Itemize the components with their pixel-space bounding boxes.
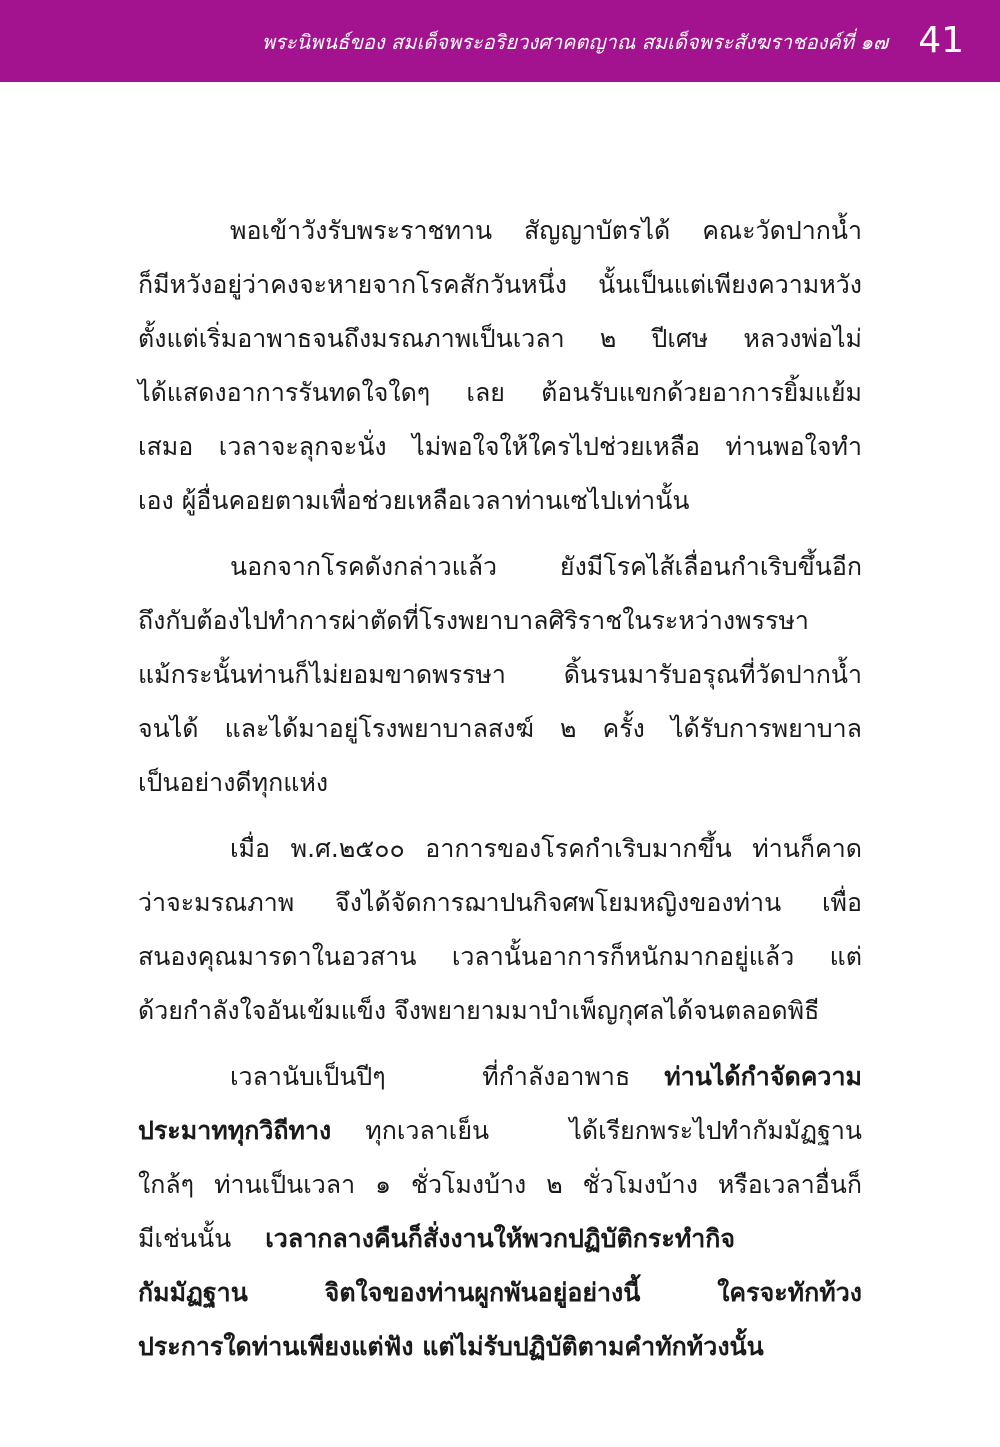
text-line: แม้กระนั้นท่านก็ไม่ยอมขาดพรรษา ดิ้นรนมารับอรุณที่วัดปากน้ำ [138,660,862,689]
text-line: เอง ผู้อื่นคอยตามเพื่อช่วยเหลือเวลาท่านเซไปเท่านั้น [138,486,690,515]
header-band [0,0,1000,82]
text-line: เมื่อ พ.ศ.๒๕๐๐ อาการของโรคกำเริบมากขึ้น ท่านก็คาด [230,834,862,863]
emphasis-text: ท่านได้กำจัดความ [664,1062,862,1091]
text-line: ใกล้ๆ ท่านเป็นเวลา ๑ ชั่วโมงบ้าง ๒ ชั่วโมงบ้าง หรือเวลาอื่นก็ [138,1170,862,1199]
emphasis-text: ประมาททุกวิถีทาง [138,1116,332,1145]
line-text: มีเช่นนั้น [138,1224,232,1253]
paragraph-1 [138,204,862,528]
body-text [138,204,862,1386]
text-line [138,1050,862,1104]
paragraph-2 [138,540,862,810]
text-line: นอกจากโรคดังกล่าวแล้ว ยังมีโรคไส้เลื่อนกำเริบขึ้นอีก [230,552,862,581]
text-line: ถึงกับต้องไปทำการผ่าตัดที่โรงพยาบาลศิริราชในระหว่างพรรษา [138,606,809,635]
text-line: จนได้ และได้มาอยู่โรงพยาบาลสงฆ์ ๒ ครั้ง ได้รับการพยาบาล [138,714,862,743]
text-line: พอเข้าวังรับพระราชทาน สัญญาบัตรได้ คณะวัดปากน้ำ [230,216,862,245]
text-line: ว่าจะมรณภาพ จึงได้จัดการฌาปนกิจศพโยมหญิงของท่าน เพื่อ [138,888,862,917]
paragraph-3 [138,822,862,1038]
text-line: เสมอ เวลาจะลุกจะนั่ง ไม่พอใจให้ใครไปช่วยเหลือ ท่านพอใจทำ [138,432,862,461]
text-line: ประการใดท่านเพียงแต่ฟัง แต่ไม่รับปฏิบัติตามคำทักท้วงนั้น [138,1332,764,1361]
text-line: เป็นอย่างดีทุกแห่ง [138,768,329,797]
text-line: กัมมัฏฐาน จิตใจของท่านผูกพันอยู่อย่างนี้ ใครจะทักท้วง [138,1278,862,1307]
page-number: 41 [918,20,964,61]
text-line: สนองคุณมารดาในอวสาน เวลานั้นอาการก็หนักมากอยู่แล้ว แต่ [138,942,862,971]
running-title: พระนิพนธ์ของ สมเด็จพระอริยวงศาคตญาณ สมเด็จพระสังฆราชองค์ที่ ๑๗ [261,30,888,54]
paragraph-4 [138,1050,862,1374]
text-line [138,1104,862,1158]
text-line [138,1212,862,1266]
line-text: เวลานับเป็นปีๆ ที่กำลังอาพาธ [230,1062,631,1091]
text-line: ตั้งแต่เริ่มอาพาธจนถึงมรณภาพเป็นเวลา ๒ ปีเศษ หลวงพ่อไม่ [138,324,862,353]
text-line: ได้แสดงอาการรันทดใจใดๆ เลย ต้อนรับแขกด้วยอาการยิ้มแย้ม [138,378,862,407]
text-line: ก็มีหวังอยู่ว่าคงจะหายจากโรคสักวันหนึ่ง นั้นเป็นแต่เพียงความหวัง [138,270,862,299]
line-text: ทุกเวลาเย็น ได้เรียกพระไปทำกัมมัฏฐาน [365,1116,862,1145]
emphasis-text: เวลากลางคืนก็สั่งงานให้พวกปฏิบัติกระทำกิจ [265,1224,736,1253]
text-line: ด้วยกำลังใจอันเข้มแข็ง จึงพยายามมาบำเพ็ญกุศลได้จนตลอดพิธี [138,996,820,1025]
